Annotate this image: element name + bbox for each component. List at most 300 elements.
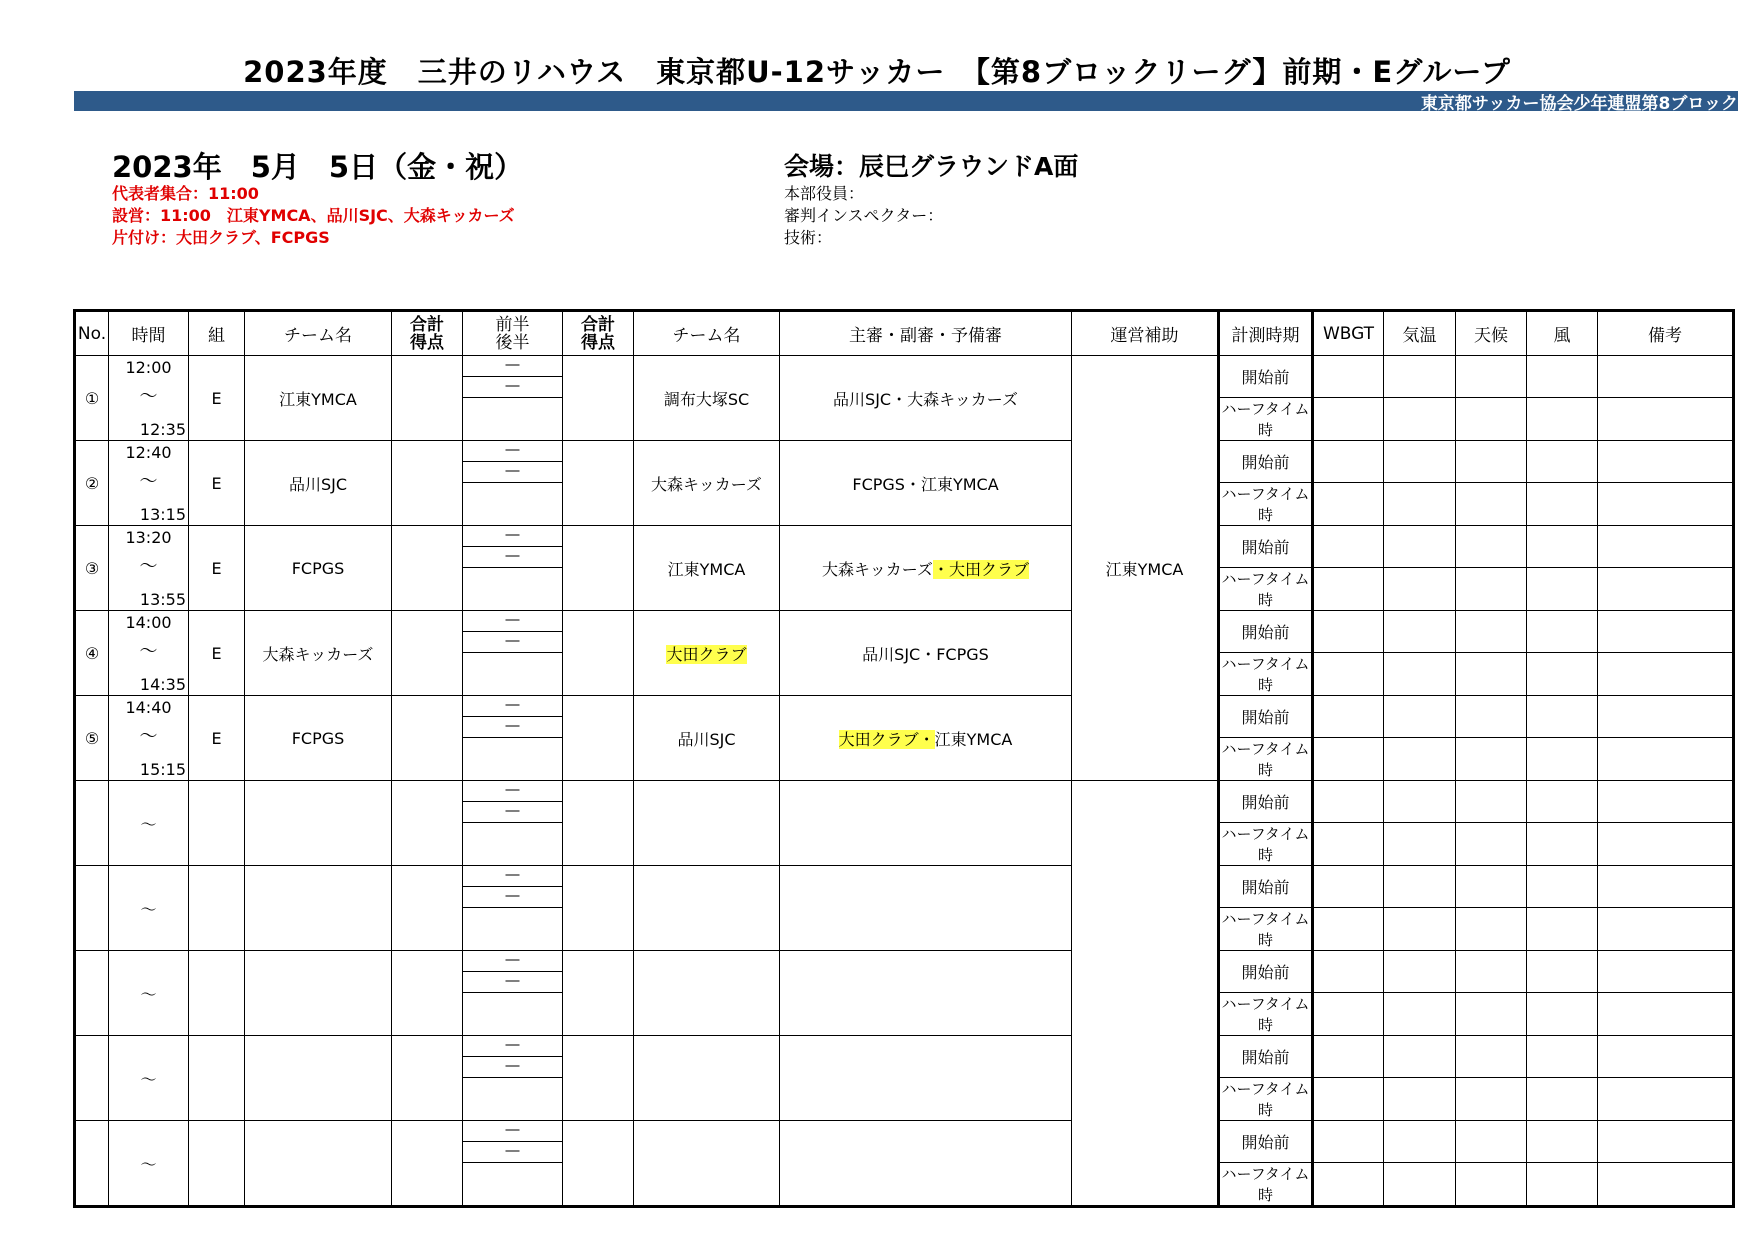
weather-cell [1456,738,1527,781]
team1-total [392,356,463,441]
team2-name [634,1036,780,1121]
temp-cell [1384,356,1456,398]
team1-name [245,1036,392,1121]
event-date: 2023年 5月 5日（金・祝） [112,150,524,184]
time-tilde: ～ [139,556,158,577]
weather-cell [1456,441,1527,483]
first-half-score: ― [463,781,562,802]
organization-label: 東京都サッカー協会少年連盟第8ブロック [1420,94,1738,114]
hq-staff: 本部役員： [784,184,865,203]
notes-cell [1598,568,1734,611]
team2-name [634,781,780,866]
pk-score [463,993,562,1035]
wind-cell [1527,441,1598,483]
notes-cell [1598,866,1734,908]
notes-cell [1598,1036,1734,1078]
notes-cell [1598,696,1734,738]
temp-cell [1384,611,1456,653]
timing-before: 開始前 [1219,866,1313,908]
temp-cell [1384,866,1456,908]
wbgt-cell [1313,696,1384,738]
wind-cell [1527,823,1598,866]
team2-total [563,696,634,781]
match-no: ⑤ [75,696,109,781]
wind-cell [1527,993,1598,1036]
wbgt-cell [1313,951,1384,993]
start-time: 14:00 [125,613,172,632]
referee-b: 江東YMCA [934,729,1013,749]
table-row [75,866,1734,908]
wind-cell [1527,356,1598,398]
weather-cell [1456,1078,1527,1121]
match-no: ③ [75,526,109,611]
wbgt-cell [1313,781,1384,823]
wind-cell [1527,781,1598,823]
notes-cell [1598,1078,1734,1121]
wbgt-cell [1313,1078,1384,1121]
match-group [189,781,245,866]
temp-cell [1384,781,1456,823]
team2-name [634,1121,780,1207]
weather-cell [1456,653,1527,696]
match-time [109,611,189,696]
team1-total [392,526,463,611]
weather-cell [1456,1036,1527,1078]
wbgt-cell [1313,653,1384,696]
start-time: 14:40 [125,698,172,717]
team2-total [563,356,634,441]
setup-info: 設営：11:00 江東YMCA、品川SJC、大森キッカーズ [112,206,515,225]
referees [780,1036,1072,1121]
wbgt-cell [1313,1036,1384,1078]
start-time: 13:20 [125,528,172,547]
half-scores [463,356,563,441]
end-time: 13:15 [139,505,186,524]
wbgt-cell [1313,611,1384,653]
weather-cell [1456,483,1527,526]
match-no [75,1121,109,1207]
match-time: ～ [109,1036,189,1121]
team1-total [392,866,463,951]
team1-total [392,951,463,1036]
match-no: ① [75,356,109,441]
temp-cell [1384,441,1456,483]
half-scores [463,526,563,611]
team1-total [392,1036,463,1121]
team2-total [563,526,634,611]
first-half-score: ― [463,866,562,887]
wind-cell [1527,1078,1598,1121]
timing-half: ハーフタイム時 [1219,738,1313,781]
weather-cell [1456,908,1527,951]
wind-cell [1527,611,1598,653]
notes-cell [1598,908,1734,951]
weather-cell [1456,866,1527,908]
referees: FCPGS・江東YMCA [780,441,1072,526]
timing-before: 開始前 [1219,1036,1313,1078]
first-half-score: ― [463,1036,562,1057]
time-tilde: ～ [139,726,158,747]
referee-b-highlight: ・大田クラブ [932,559,1029,579]
first-half-score: ― [463,611,562,632]
temp-cell [1384,398,1456,441]
team2-name: 品川SJC [634,696,780,781]
timing-half: ハーフタイム時 [1219,908,1313,951]
notes-cell [1598,1121,1734,1163]
match-group [189,1121,245,1207]
weather-cell [1456,1121,1527,1163]
col-notes: 備考 [1598,311,1734,356]
team2-total [563,951,634,1036]
weather-cell [1456,951,1527,993]
team2-name [634,866,780,951]
second-half-score: ― [463,377,562,398]
support-team: 江東YMCA [1072,356,1219,781]
venue: 会場：辰巳グラウンドA面 [784,152,1079,181]
timing-half: ハーフタイム時 [1219,568,1313,611]
timing-before: 開始前 [1219,441,1313,483]
temp-cell [1384,993,1456,1036]
wind-cell [1527,866,1598,908]
pk-score [463,738,562,780]
wind-cell [1527,653,1598,696]
col-wind: 風 [1527,311,1598,356]
highlighted-team: 大田クラブ [666,644,747,664]
team1-total [392,1121,463,1207]
time-tilde: ～ [139,471,158,492]
wbgt-cell [1313,993,1384,1036]
weather-cell [1456,993,1527,1036]
first-half-score: ― [463,526,562,547]
col-referees: 主審・副審・予備審 [780,311,1072,356]
col-team1: チーム名 [245,311,392,356]
first-half-score: ― [463,951,562,972]
start-time: 12:40 [125,443,172,462]
referees [780,951,1072,1036]
weather-cell [1456,781,1527,823]
team2-total [563,781,634,866]
col-time: 時間 [109,311,189,356]
col-no: No. [75,311,109,356]
team2-total [563,611,634,696]
col-total2: 合計 得点 [563,311,634,356]
wbgt-cell [1313,398,1384,441]
table-row [75,1036,1734,1078]
second-half-score: ― [463,972,562,993]
match-no [75,866,109,951]
team2-name [634,951,780,1036]
match-time [109,696,189,781]
team2-total [563,1121,634,1207]
wbgt-cell [1313,866,1384,908]
col-total1: 合計 得点 [392,311,463,356]
notes-cell [1598,781,1734,823]
match-time: ～ [109,1121,189,1207]
table-row [75,696,1734,738]
table-row [75,441,1734,483]
match-group: E [189,441,245,526]
half-scores [463,441,563,526]
table-row [75,526,1734,568]
weather-cell [1456,611,1527,653]
col-team2: チーム名 [634,311,780,356]
notes-cell [1598,526,1734,568]
timing-before: 開始前 [1219,951,1313,993]
timing-half: ハーフタイム時 [1219,1163,1313,1207]
weather-cell [1456,526,1527,568]
second-half-score: ― [463,632,562,653]
referees [780,866,1072,951]
team1-name: FCPGS [245,696,392,781]
team1-total [392,696,463,781]
wind-cell [1527,738,1598,781]
temp-cell [1384,526,1456,568]
team1-total [392,441,463,526]
notes-cell [1598,951,1734,993]
table-row [75,356,1734,398]
pk-score [463,823,562,865]
referee-a-highlight: 大田クラブ・ [838,729,935,749]
temp-cell [1384,951,1456,993]
wbgt-cell [1313,1163,1384,1207]
end-time: 15:15 [139,760,186,779]
temp-cell [1384,1078,1456,1121]
end-time: 14:35 [139,675,186,694]
second-half-score: ― [463,887,562,908]
header-row [75,311,1734,356]
wind-cell [1527,568,1598,611]
match-time [109,441,189,526]
wbgt-cell [1313,1121,1384,1163]
team2-total [563,441,634,526]
second-half-score: ― [463,1057,562,1078]
match-time [109,356,189,441]
half-scores [463,1036,563,1121]
notes-cell [1598,356,1734,398]
team1-name [245,951,392,1036]
second-half-score: ― [463,1142,562,1163]
timing-half: ハーフタイム時 [1219,993,1313,1036]
match-time: ～ [109,781,189,866]
match-group [189,951,245,1036]
col-group: 組 [189,311,245,356]
half-scores [463,696,563,781]
second-half-score: ― [463,717,562,738]
team1-name: 大森キッカーズ [245,611,392,696]
team1-name: FCPGS [245,526,392,611]
time-tilde: ～ [139,641,158,662]
first-half-score: ― [463,696,562,717]
match-no: ④ [75,611,109,696]
notes-cell [1598,398,1734,441]
col-weather: 天候 [1456,311,1527,356]
wind-cell [1527,483,1598,526]
wind-cell [1527,526,1598,568]
col-timing: 計測時期 [1219,311,1313,356]
match-group [189,866,245,951]
notes-cell [1598,653,1734,696]
first-half-score: ― [463,356,562,377]
match-time [109,526,189,611]
cleanup-info: 片付け：大田クラブ、FCPGS [112,228,330,247]
referees: 品川SJC・大森キッカーズ [780,356,1072,441]
referees [780,781,1072,866]
team1-name [245,866,392,951]
timing-half: ハーフタイム時 [1219,1078,1313,1121]
notes-cell [1598,738,1734,781]
wind-cell [1527,1163,1598,1207]
weather-cell [1456,356,1527,398]
half-scores [463,1121,563,1207]
pk-score [463,1078,562,1120]
team1-name [245,781,392,866]
support-empty [1072,781,1219,1207]
pk-score [463,653,562,695]
table-row [75,1121,1734,1163]
pk-score [463,398,562,440]
weather-cell [1456,398,1527,441]
match-group: E [189,356,245,441]
pk-score [463,1163,562,1205]
match-group: E [189,611,245,696]
match-group: E [189,696,245,781]
match-group: E [189,526,245,611]
half-scores [463,866,563,951]
team1-total [392,781,463,866]
end-time: 12:35 [139,420,186,439]
first-half-score: ― [463,441,562,462]
wind-cell [1527,398,1598,441]
wind-cell [1527,908,1598,951]
timing-before: 開始前 [1219,1121,1313,1163]
notes-cell [1598,483,1734,526]
wind-cell [1527,1036,1598,1078]
temp-cell [1384,1036,1456,1078]
start-time: 12:00 [125,358,172,377]
referees [780,696,1072,781]
ref-inspector: 審判インスペクター： [784,206,944,225]
match-no: ② [75,441,109,526]
temp-cell [1384,823,1456,866]
table-row [75,781,1734,823]
timing-before: 開始前 [1219,611,1313,653]
timing-half: ハーフタイム時 [1219,653,1313,696]
referee-a: 大森キッカーズ [822,559,933,579]
temp-cell [1384,1163,1456,1207]
wbgt-cell [1313,356,1384,398]
wind-cell [1527,1121,1598,1163]
notes-cell [1598,441,1734,483]
team1-total [392,611,463,696]
referees [780,1121,1072,1207]
team2-name [634,611,780,696]
second-half-score: ― [463,547,562,568]
temp-cell [1384,483,1456,526]
notes-cell [1598,993,1734,1036]
temp-cell [1384,653,1456,696]
half-scores [463,951,563,1036]
weather-cell [1456,1163,1527,1207]
pk-score [463,483,562,525]
referees [780,526,1072,611]
team2-name: 江東YMCA [634,526,780,611]
temp-cell [1384,1121,1456,1163]
match-no [75,781,109,866]
wbgt-cell [1313,908,1384,951]
document-title: 2023年度 三井のリハウス 東京都U-12サッカー 【第8ブロックリーグ】前期・Eグループ [243,55,1511,89]
referees: 品川SJC・FCPGS [780,611,1072,696]
timing-before: 開始前 [1219,696,1313,738]
team2-total [563,1036,634,1121]
temp-cell [1384,908,1456,951]
schedule-table [73,309,1735,1208]
temp-cell [1384,738,1456,781]
team2-total [563,866,634,951]
wbgt-cell [1313,823,1384,866]
timing-half: ハーフタイム時 [1219,483,1313,526]
team1-name: 品川SJC [245,441,392,526]
timing-half: ハーフタイム時 [1219,398,1313,441]
second-half-score: ― [463,462,562,483]
table-row [75,951,1734,993]
table-row [75,611,1734,653]
wbgt-cell [1313,568,1384,611]
weather-cell [1456,696,1527,738]
pk-score [463,568,562,610]
col-temp: 気温 [1384,311,1456,356]
half-scores [463,611,563,696]
weather-cell [1456,568,1527,611]
wbgt-cell [1313,738,1384,781]
rep-meeting: 代表者集合：11:00 [112,184,259,203]
temp-cell [1384,696,1456,738]
weather-cell [1456,823,1527,866]
match-no [75,951,109,1036]
time-tilde: ～ [139,386,158,407]
team1-name [245,1121,392,1207]
temp-cell [1384,568,1456,611]
timing-before: 開始前 [1219,356,1313,398]
first-half-score: ― [463,1121,562,1142]
pk-score [463,908,562,950]
match-no [75,1036,109,1121]
half-scores [463,781,563,866]
team2-name: 大森キッカーズ [634,441,780,526]
wind-cell [1527,696,1598,738]
match-group [189,1036,245,1121]
end-time: 13:55 [139,590,186,609]
timing-before: 開始前 [1219,526,1313,568]
match-time: ～ [109,866,189,951]
team2-name: 調布大塚SC [634,356,780,441]
wbgt-cell [1313,483,1384,526]
notes-cell [1598,1163,1734,1207]
notes-cell [1598,823,1734,866]
team1-name: 江東YMCA [245,356,392,441]
col-halves: 前半 後半 [463,311,563,356]
match-time: ～ [109,951,189,1036]
notes-cell [1598,611,1734,653]
wind-cell [1527,951,1598,993]
col-wbgt: WBGT [1313,311,1384,356]
second-half-score: ― [463,802,562,823]
wbgt-cell [1313,526,1384,568]
timing-before: 開始前 [1219,781,1313,823]
technical: 技術： [784,228,833,247]
wbgt-cell [1313,441,1384,483]
timing-half: ハーフタイム時 [1219,823,1313,866]
col-support: 運営補助 [1072,311,1219,356]
